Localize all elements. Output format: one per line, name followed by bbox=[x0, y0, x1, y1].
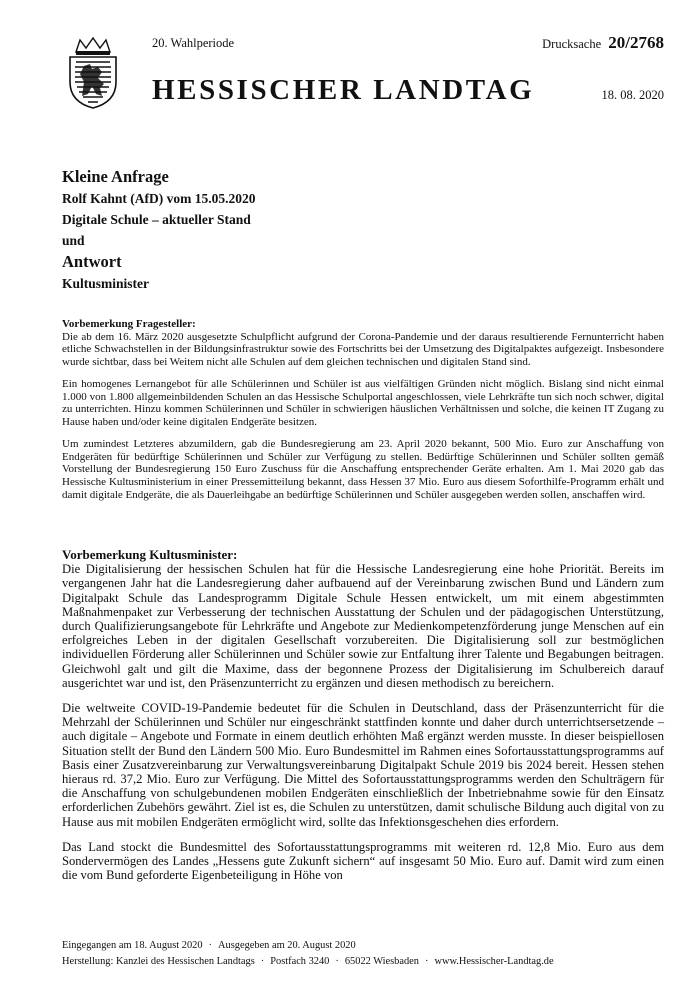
paragraph: Das Land stockt die Bundesmittel des Sofortausstattungsprogramms mit weiteren rd. 12,8 Mio. Euro aus dem Sondervermögen des Landes „Hessens gute Zukunft sichern“ auf insgesamt 50 Mio. Euro auf. Damit wird zum einen die vom Bund geforderte Eigenbeteiligung in Höhe von bbox=[62, 839, 664, 883]
postbox: Postfach 3240 bbox=[270, 956, 330, 967]
paragraph: Die ab dem 16. März 2020 ausgesetzte Schulpflicht aufgrund der Corona-Pandemie und der daraus resultierende Fernunterricht haben etliche Schwachstellen in der Bildungsinfrastruktur sowie des Fortschritts bei der Umsetzung des Digitalpaktes aufgezeigt. Insbesondere wurde sichtbar, dass bei Weitem nicht alle Schulen auf dem gleichen technischen und digitalen Stand sind. bbox=[62, 330, 664, 368]
separator: · bbox=[208, 940, 213, 951]
parliament-title: HESSISCHER LANDTAG bbox=[152, 74, 535, 106]
antwort-heading: Antwort bbox=[62, 252, 122, 271]
document-type: Kleine Anfrage bbox=[62, 167, 169, 186]
paragraph: Ein homogenes Lernangebot für alle Schülerinnen und Schüler ist aus vielfältigen Gründen nicht möglich. Bislang sind nicht einmal 1.000 von 1.800 allgemeinbildenden Schulen an das Hessische Schulportal angeschlossen, viele Lehrkräfte tun sich noch schwer, digital zu unterrichten. Hinzu kommen Schülerinnen und Schüler in schwierigen häuslichen Verhältnissen und solche, die keinen IT Zugang zu Hause haben und/oder keine digitalen Endgeräte besitzen. bbox=[62, 378, 664, 428]
drucksache-number bbox=[542, 33, 664, 53]
publisher: Herstellung: Kanzlei des Hessischen Landtags bbox=[62, 956, 255, 967]
title-block bbox=[62, 166, 662, 294]
author-line: Rolf Kahnt (AfD) vom 15.05.2020 bbox=[62, 191, 256, 206]
minister-line: Kultusminister bbox=[62, 276, 150, 291]
drucksache-label: Drucksache bbox=[542, 37, 602, 51]
issued-date: Ausgegeben am 20. August 2020 bbox=[218, 940, 356, 951]
document-date: 18. 08. 2020 bbox=[601, 88, 664, 102]
footer-publisher bbox=[62, 954, 682, 970]
paragraph: Um zumindest Letzteres abzumildern, gab die Bundesregierung am 23. April 2020 bekannt, 500 Mio. Euro zur Anschaffung von Endgeräten für bedürftige Schülerinnen und Schüler zur Verfügung zu stellen. Bedürftige Schülerinnen und Schüler sollten gemäß Vorstellung der Bundesregierung 150 Euro Zuschuss für die Anschaffung entsprechender Geräte erhalten. Am 1. Mai 2020 gab das Hessische Kultusministerium in einer Pressemitteilung bekannt, dass Hessen 37 Mio. Euro aus diesem Soforthilfe-Programm erhält und damit digitale Endgeräte, die als Dauerleihgabe an bedürftige Schülerinnen und Schüler ausgegeben werden sollen, anschaffen wird. bbox=[62, 438, 664, 501]
separator: · bbox=[260, 956, 265, 967]
page-footer bbox=[62, 938, 682, 970]
city: 65022 Wiesbaden bbox=[344, 956, 419, 967]
vorbemerkung-fragesteller bbox=[62, 318, 664, 511]
section-heading: Vorbemerkung Fragesteller: bbox=[62, 318, 196, 330]
separator: · bbox=[335, 956, 339, 967]
footer-dates bbox=[62, 938, 682, 954]
legislative-period: 20. Wahlperiode bbox=[152, 36, 235, 50]
subject-line: Digitale Schule – aktueller Stand bbox=[62, 212, 251, 227]
drucksache-value: 20/2768 bbox=[608, 33, 664, 52]
received-date: Eingegangen am 18. August 2020 bbox=[62, 940, 203, 951]
section-heading: Vorbemerkung Kultusminister: bbox=[62, 547, 238, 562]
paragraph: Die weltweite COVID-19-Pandemie bedeutet für die Schulen in Deutschland, dass der Präsenzunterricht für die Mehrzahl der Schülerinnen und Schüler nur eingeschränkt stattfinden konnte und daher durch unterrichtsersetzende – auch digitale – Angebote und Formate in einem deutlich erhöhten Maß ergänzt werden musste. In dieser beispiellosen Situation stellt der Bund den Ländern 500 Mio. Euro Bundesmittel im Rahmen eines Sofortausstattungsprogramms auf Basis einer Zusatzvereinbarung zur Verwaltungsvereinbarung Digitalpakt Schule 2019 bis 2024 bereit. Hessen stehen hieraus rd. 37,2 Mio. Euro zur Verfügung. Die Mittel des Sofortausstattungsprogramms werden den Schulträgern für die Anschaffung von schulgebundenen mobilen Endgeräten einschließlich der Inbetriebnahme sowie für den Einsatz erforderlichen Zubehörs gewährt. Ziel ist es, die Schulen zu unterstützen, damit schulische Bildung auch digital von zu Hause aus mit mobilen Endgeräten ermöglicht wird, sollte das Infektionsgeschehen dies erfordern. bbox=[62, 701, 664, 829]
vorbemerkung-kultusminister bbox=[62, 548, 664, 893]
website-link[interactable]: www.Hessischer-Landtag.de bbox=[434, 956, 554, 967]
und-line: und bbox=[62, 233, 85, 248]
paragraph: Die Digitalisierung der hessischen Schulen hat für die Hessische Landesregierung eine hohe Priorität. Bereits im vergangenen Jahr hat die Landesregierung daher aufbauend auf der Vereinbarung zwischen Bund und Ländern zum Digitalpakt Schule das Landesprogramm Digitale Schule Hessen entwickelt, um mit einem abgestimmten Maßnahmenpaket zur Verbesserung der technischen Ausstattung der Schulen und der pädagogischen Unterstützung, durch Qualifizierungsangebote für Lehrkräfte und Angebote zur Medienkompetenzförderung junge Menschen auf ein erfolgreiches Leben in der digitalen Gesellschaft vorzubereiten. Die Digitalisierung soll zur bestmöglichen individuellen Förderung aller Schülerinnen und Schüler sowie zur Entfaltung ihrer Talente und Begabungen beitragen. Gleichwohl galt und gilt die Maxime, dass der begonnene Prozess der Digitalisierung im Schulbereich darauf ausgerichtet war und ist, den Präsenzunterricht zu ergänzen und diesen methodisch zu bereichern. bbox=[62, 562, 664, 690]
separator: · bbox=[425, 956, 429, 967]
hessen-crest-logo bbox=[62, 36, 124, 110]
